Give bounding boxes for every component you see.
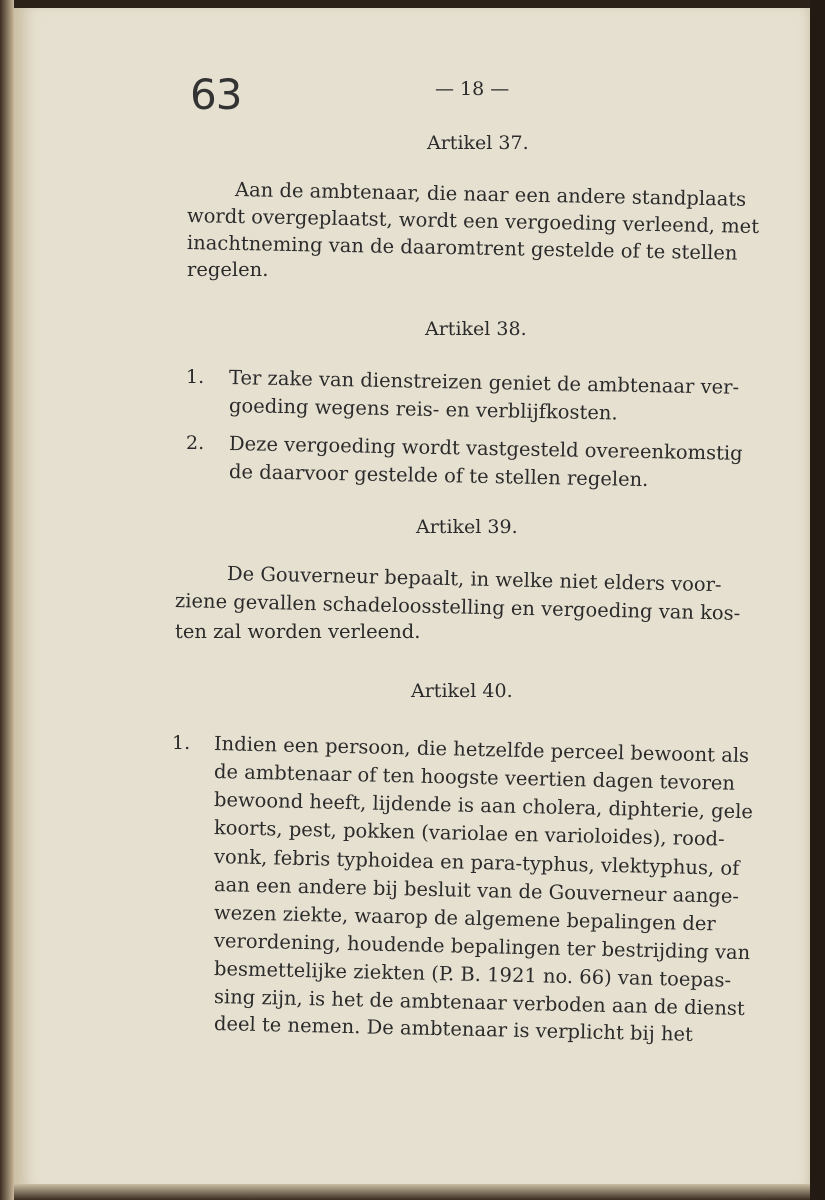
article-37-line: inachtneming van de daaromtrent gestelde of te stellen (186, 231, 738, 265)
article-40-heading: Artikel 40. (411, 680, 513, 702)
article-38-item-number: 1. (186, 366, 205, 388)
article-39-heading: Artikel 39. (416, 516, 518, 538)
article-37-line: Aan de ambtenaar, die naar een andere standplaats (234, 178, 747, 211)
article-37-heading: Artikel 37. (427, 132, 529, 154)
article-40-line: bewoond heeft, lijdende is aan cholera, diphterie, gele (213, 788, 754, 824)
article-40-line: vonk, febris typhoidea en para-typhus, vlektyphus, of (213, 845, 740, 880)
article-40-line: deel te nemen. De ambtenaar is verplicht bij het (213, 1012, 694, 1046)
article-40-line: aan een andere bij besluit van de Gouverneur aange- (213, 873, 740, 908)
article-40-line: Indien een persoon, die hetzelfde perceel bewoont als (213, 732, 750, 768)
article-40-line: wezen ziekte, waarop de algemene bepalingen der (213, 901, 716, 936)
article-39-line: ziene gevallen schadeloosstelling en vergoeding van kos- (174, 589, 741, 625)
book-spine-edge (0, 0, 14, 1200)
article-40-line: de ambtenaar of ten hoogste veertien dagen tevoren (213, 760, 736, 795)
handwritten-page-number: 63 (190, 70, 242, 119)
article-38-line: Ter zake van dienstreizen geniet de ambtenaar ver- (228, 366, 740, 399)
article-40-line: besmettelijke ziekten (P. B. 1921 no. 66) van toepas- (213, 957, 732, 992)
article-40-item-number: 1. (172, 732, 191, 754)
article-40-line: koorts, pest, pokken (variolae en varioloides), rood- (213, 816, 725, 851)
article-37-line: wordt overgeplaatst, wordt een vergoeding verleend, met (186, 204, 760, 238)
article-38-line: goeding wegens reis- en verblijfkosten. (228, 394, 618, 425)
article-38-line: de daarvoor gestelde of te stellen regelen. (228, 460, 649, 492)
article-38-line: Deze vergoeding wordt vastgesteld overeenkomstig (228, 432, 743, 465)
article-39-line: ten zal worden verleend. (175, 620, 421, 643)
article-40-line: sing zijn, is het de ambtenaar verboden aan de dienst (213, 985, 745, 1021)
article-38-heading: Artikel 38. (425, 318, 527, 340)
article-40-line: verordening, houdende bepalingen ter bestrijding van (213, 929, 751, 965)
article-38-item-number: 2. (186, 432, 205, 454)
article-39-line: De Gouverneur bepaalt, in welke niet elders voor- (226, 562, 722, 597)
article-37-line: regelen. (187, 258, 269, 281)
page-number: — 18 — (435, 78, 510, 100)
background-edge (810, 0, 825, 1200)
page-bottom-edge (14, 1184, 810, 1200)
